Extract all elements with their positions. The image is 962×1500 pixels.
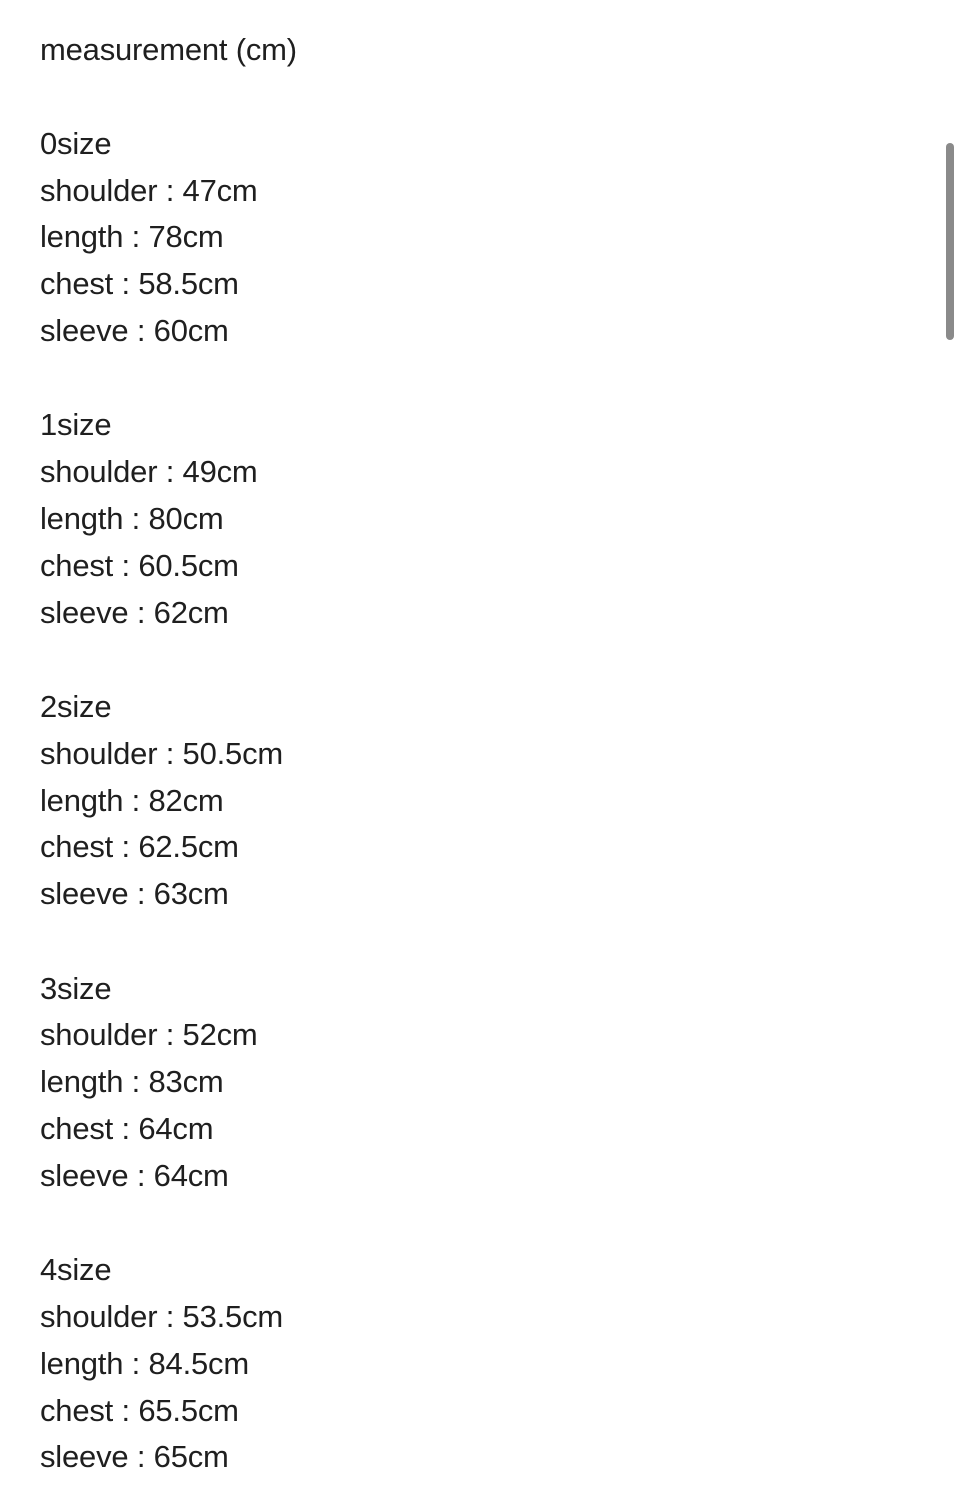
size-label: 0size [40, 125, 112, 161]
sleeve-measurement: sleeve : 64cm [40, 1157, 229, 1193]
shoulder-measurement: shoulder : 52cm [40, 1017, 258, 1053]
size-block-0 [40, 121, 900, 355]
size-label: 3size [40, 970, 112, 1006]
sleeve-measurement: sleeve : 65cm [40, 1439, 229, 1475]
length-measurement: length : 78cm [40, 219, 224, 255]
size-block-1 [40, 402, 900, 636]
size-block-3 [40, 966, 900, 1200]
vertical-scrollbar-thumb[interactable] [946, 143, 954, 340]
measurement-text [40, 27, 900, 1481]
shoulder-measurement: shoulder : 47cm [40, 172, 258, 208]
chest-measurement: chest : 58.5cm [40, 266, 239, 302]
sleeve-measurement: sleeve : 63cm [40, 876, 229, 912]
measurement-heading: measurement (cm) [40, 32, 297, 67]
size-block-4 [40, 1247, 900, 1481]
size-block-2 [40, 684, 900, 918]
length-measurement: length : 80cm [40, 500, 224, 536]
chest-measurement: chest : 60.5cm [40, 547, 239, 583]
size-label: 4size [40, 1252, 112, 1288]
sleeve-measurement: sleeve : 60cm [40, 312, 229, 348]
shoulder-measurement: shoulder : 53.5cm [40, 1298, 284, 1334]
chest-measurement: chest : 64cm [40, 1110, 214, 1146]
shoulder-measurement: shoulder : 49cm [40, 454, 258, 490]
length-measurement: length : 83cm [40, 1064, 224, 1100]
length-measurement: length : 84.5cm [40, 1345, 249, 1381]
size-label: 2size [40, 688, 112, 724]
size-label: 1size [40, 407, 112, 443]
length-measurement: length : 82cm [40, 782, 224, 818]
shoulder-measurement: shoulder : 50.5cm [40, 735, 284, 771]
sleeve-measurement: sleeve : 62cm [40, 594, 229, 630]
chest-measurement: chest : 65.5cm [40, 1392, 239, 1428]
chest-measurement: chest : 62.5cm [40, 829, 239, 865]
